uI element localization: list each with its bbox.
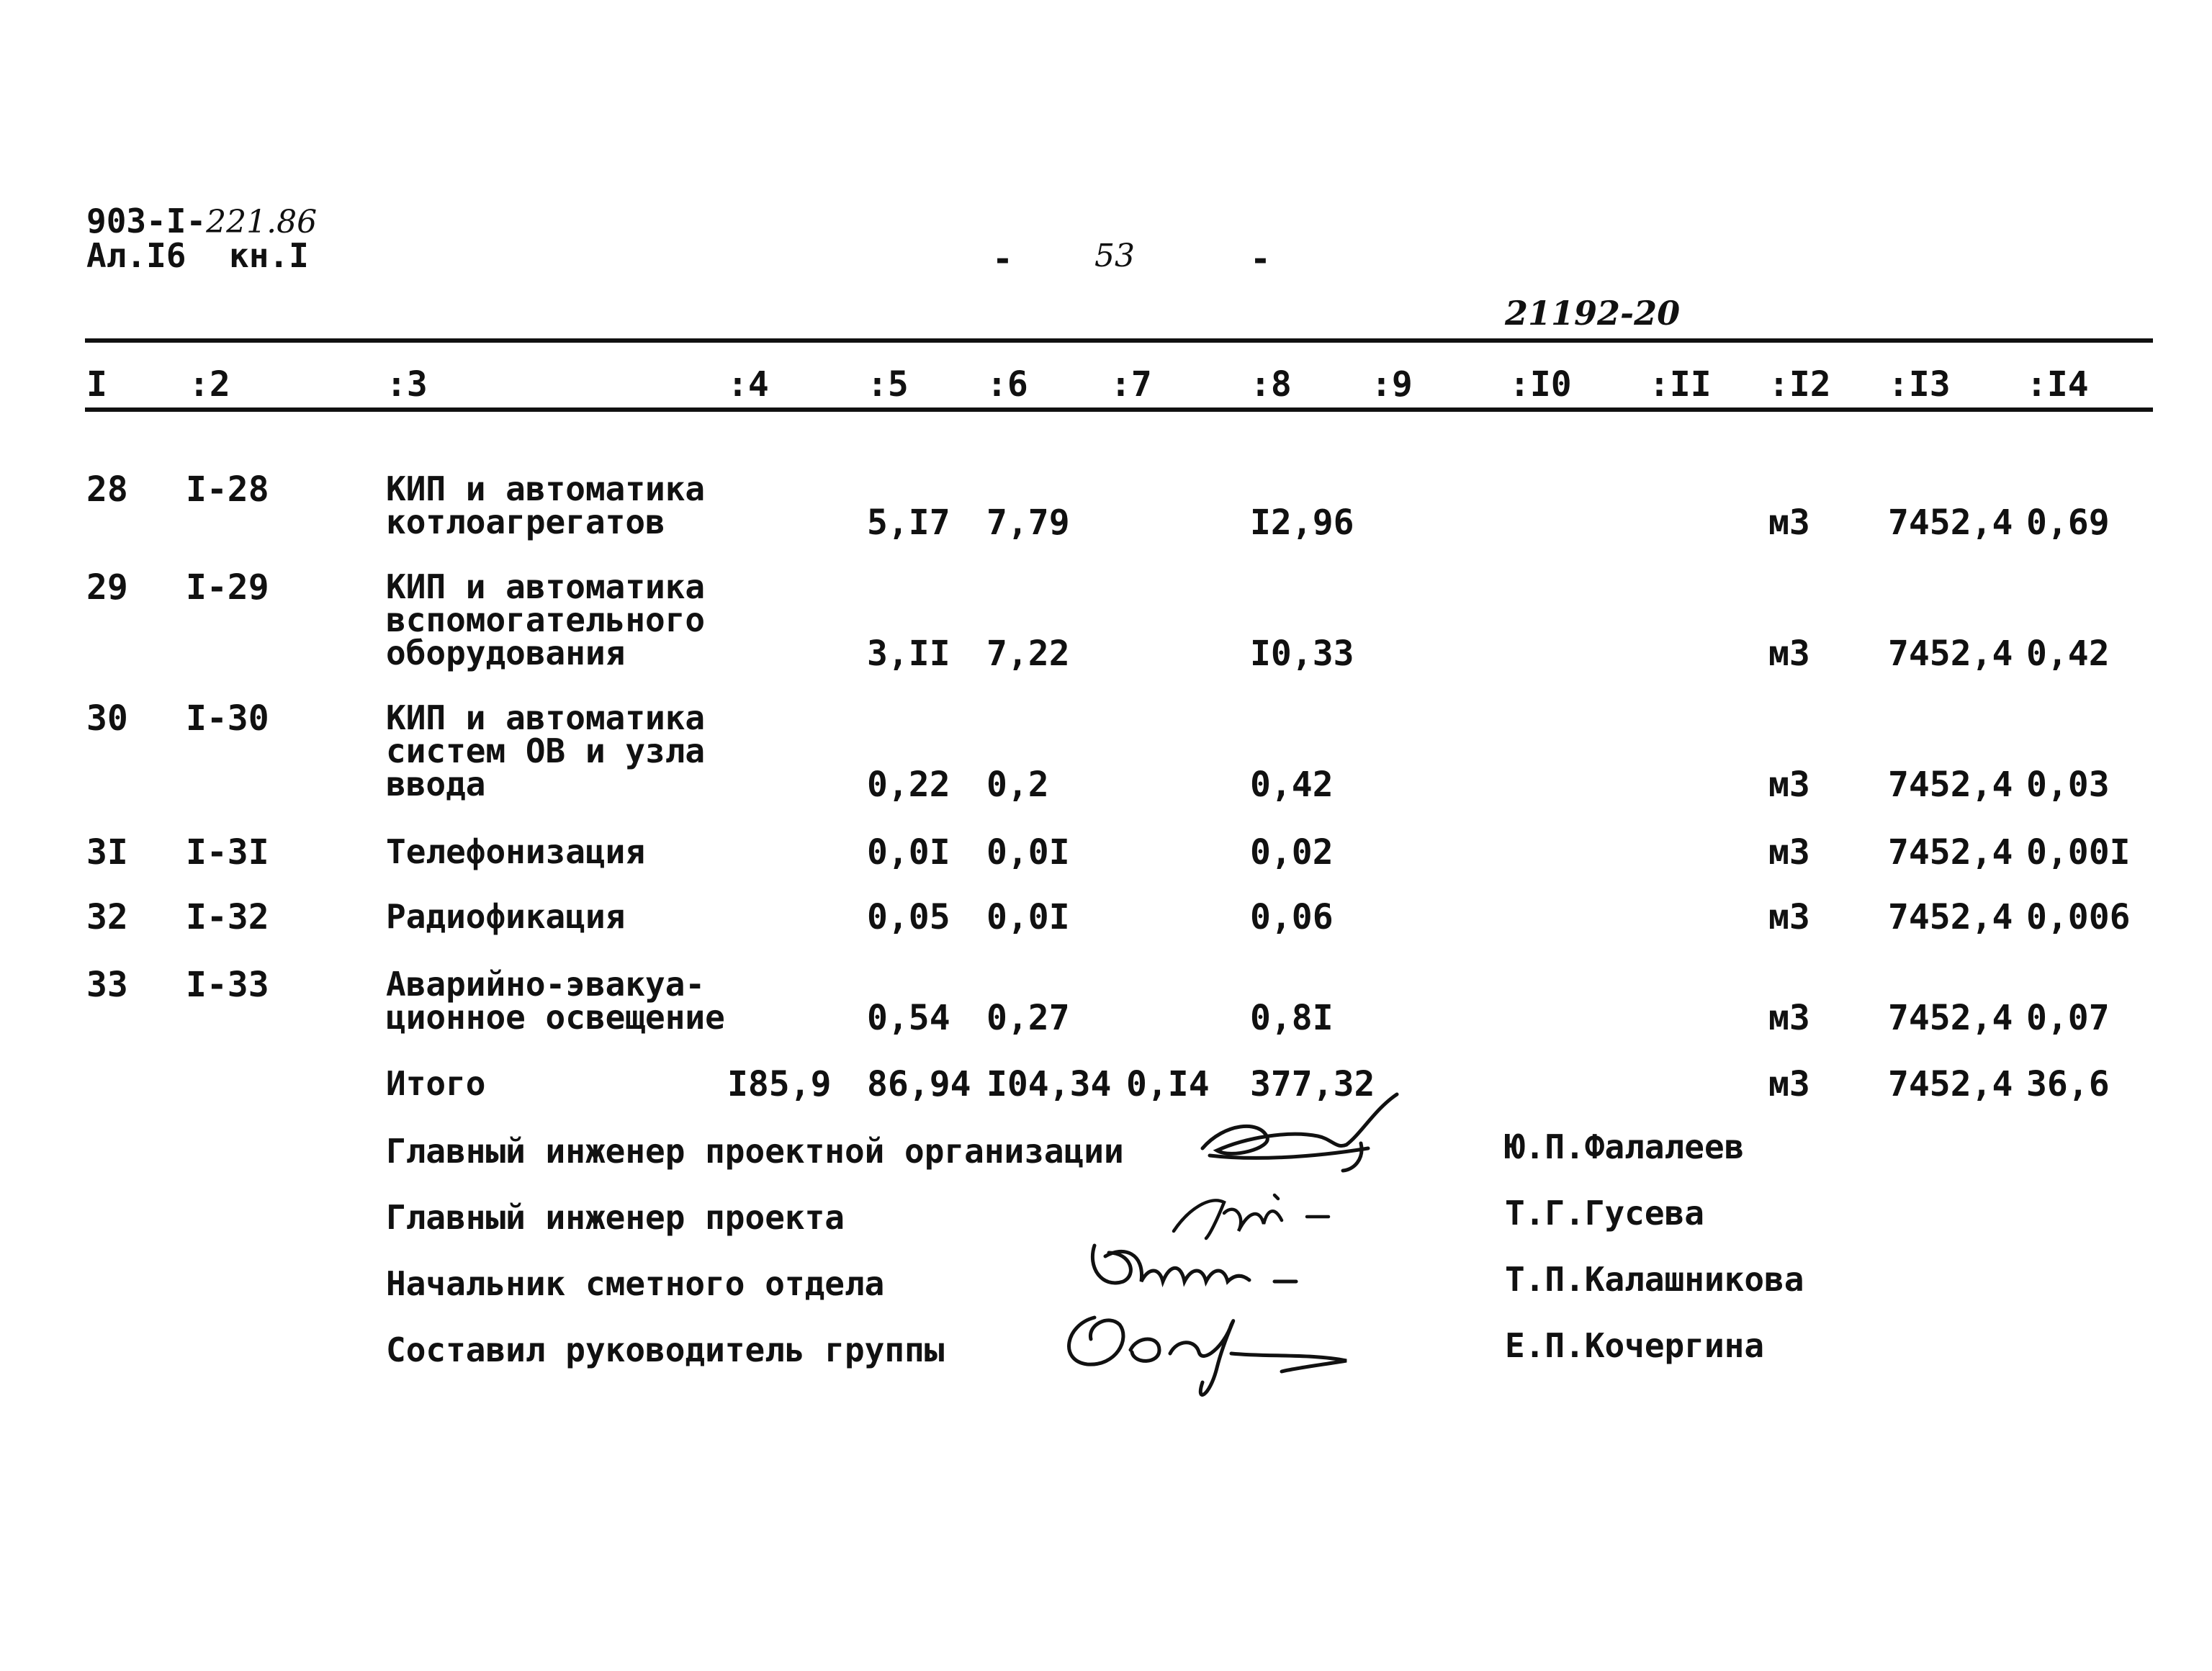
page-dash-left: - [992, 239, 1013, 279]
signature-name: Е.П.Кочергина [1505, 1326, 1765, 1365]
cell-unit: м3 [1768, 634, 1810, 674]
cell-col14: 0,07 [2026, 998, 2110, 1038]
handwritten-signature-chief-engineer-org [1181, 1080, 1411, 1174]
row-name-line: КИП и автоматика [386, 469, 706, 508]
col-header: :6 [986, 364, 1028, 405]
header-bottom-rule [85, 407, 2153, 412]
cell-col6: 7,79 [986, 503, 1070, 543]
page-number: 53 [1094, 238, 1135, 274]
row-name-line: Телефонизация [386, 832, 646, 871]
signature-role: Составил руководитель группы [386, 1330, 945, 1369]
row-number: 30 [86, 698, 128, 739]
row-code: I-3I [186, 832, 269, 873]
cell-col13: 7452,4 [1888, 998, 2013, 1038]
book-number: кн.I [229, 236, 309, 275]
doc-code-printed: 903-I- [86, 202, 207, 240]
cell-col8: 0,8I [1250, 998, 1334, 1038]
col-header: :9 [1371, 364, 1413, 405]
doc-code-handwritten: 221.86 [206, 204, 318, 240]
col-header: :I2 [1768, 364, 1831, 405]
cell-col6: 0,0I [986, 832, 1070, 873]
row-name-line: Радиофикация [386, 897, 626, 936]
col-header: :I0 [1509, 364, 1572, 405]
cell-col13: 7452,4 [1888, 832, 2013, 873]
cell-unit: м3 [1768, 503, 1810, 543]
row-number: 32 [86, 897, 128, 937]
cell-col13: 7452,4 [1888, 503, 2013, 543]
doc-code [86, 204, 317, 239]
signature-role: Начальник сметного отдела [386, 1264, 885, 1303]
cell-col8: 0,42 [1250, 765, 1334, 805]
row-code: I-32 [186, 897, 269, 937]
col-header: :II [1649, 364, 1712, 405]
row-name-line: Аварийно-эвакуа- [386, 965, 706, 1004]
stamp-number: 21192-20 [1505, 294, 1681, 333]
row-name-line: котлоагрегатов [386, 503, 665, 541]
col-header: :5 [867, 364, 909, 405]
cell-col8: I2,96 [1250, 503, 1354, 543]
row-name-line: систем ОВ и узла [386, 731, 706, 770]
row-number: 29 [86, 567, 128, 608]
cell-col8: 0,06 [1250, 897, 1334, 937]
col-header: :8 [1250, 364, 1292, 405]
cell-col6: 0,0I [986, 897, 1070, 937]
total-col5: 86,94 [867, 1064, 971, 1104]
col-header: I [86, 364, 107, 405]
page-dash-right: - [1250, 239, 1271, 279]
row-code: I-30 [186, 698, 269, 739]
signature-role: Главный инженер проекта [386, 1198, 845, 1237]
row-number: 33 [86, 965, 128, 1005]
cell-col6: 0,2 [986, 765, 1049, 805]
cell-unit: м3 [1768, 897, 1810, 937]
row-name-line: вспомогательного [386, 600, 706, 639]
total-col8: 377,32 [1250, 1064, 1375, 1104]
row-name-line: ввода [386, 765, 486, 803]
signature-name: Ю.П.Фалалеев [1505, 1127, 1745, 1166]
col-header: :4 [727, 364, 769, 405]
col-header: :7 [1110, 364, 1152, 405]
cell-col13: 7452,4 [1888, 897, 2013, 937]
header-top-rule [85, 338, 2153, 343]
album-number: Ал.I6 [86, 236, 186, 275]
row-code: I-33 [186, 965, 269, 1005]
cell-col5: 5,I7 [867, 503, 950, 543]
row-name-line: ционное освещение [386, 998, 725, 1037]
total-col6: I04,34 [986, 1064, 1112, 1104]
col-header: :3 [386, 364, 428, 405]
total-col13: 7452,4 [1888, 1064, 2013, 1104]
total-col7: 0,I4 [1126, 1064, 1210, 1104]
cell-col5: 0,54 [867, 998, 950, 1038]
cell-col13: 7452,4 [1888, 634, 2013, 674]
total-col14: 36,6 [2026, 1064, 2110, 1104]
cell-col5: 0,0I [867, 832, 950, 873]
total-unit: м3 [1768, 1064, 1810, 1104]
row-name-line: оборудования [386, 634, 626, 672]
handwritten-signature-group-leader [1051, 1296, 1390, 1411]
signature-role: Главный инженер проектной организации [386, 1132, 1124, 1171]
cell-unit: м3 [1768, 765, 1810, 805]
col-header: :I4 [2026, 364, 2089, 405]
cell-col5: 3,II [867, 634, 950, 674]
cell-unit: м3 [1768, 832, 1810, 873]
cell-col14: 0,42 [2026, 634, 2110, 674]
cell-col5: 0,05 [867, 897, 950, 937]
row-name-line: КИП и автоматика [386, 698, 706, 737]
signature-name: Т.Г.Гусева [1505, 1194, 1704, 1233]
row-code: I-28 [186, 469, 269, 510]
cell-col14: 0,00I [2026, 832, 2131, 873]
row-number: 28 [86, 469, 128, 510]
cell-col6: 0,27 [986, 998, 1070, 1038]
cell-col8: I0,33 [1250, 634, 1354, 674]
cell-col14: 0,69 [2026, 503, 2110, 543]
cell-col14: 0,006 [2026, 897, 2131, 937]
total-col4: I85,9 [727, 1064, 832, 1104]
cell-col14: 0,03 [2026, 765, 2110, 805]
row-number: 3I [86, 832, 128, 873]
total-label: Итого [386, 1064, 486, 1103]
row-name-line: КИП и автоматика [386, 567, 706, 606]
cell-col13: 7452,4 [1888, 765, 2013, 805]
col-header: :I3 [1888, 364, 1951, 405]
cell-unit: м3 [1768, 998, 1810, 1038]
row-code: I-29 [186, 567, 269, 608]
signature-name: Т.П.Калашникова [1505, 1260, 1804, 1299]
cell-col5: 0,22 [867, 765, 950, 805]
cell-col6: 7,22 [986, 634, 1070, 674]
col-header: :2 [189, 364, 230, 405]
cell-col8: 0,02 [1250, 832, 1334, 873]
